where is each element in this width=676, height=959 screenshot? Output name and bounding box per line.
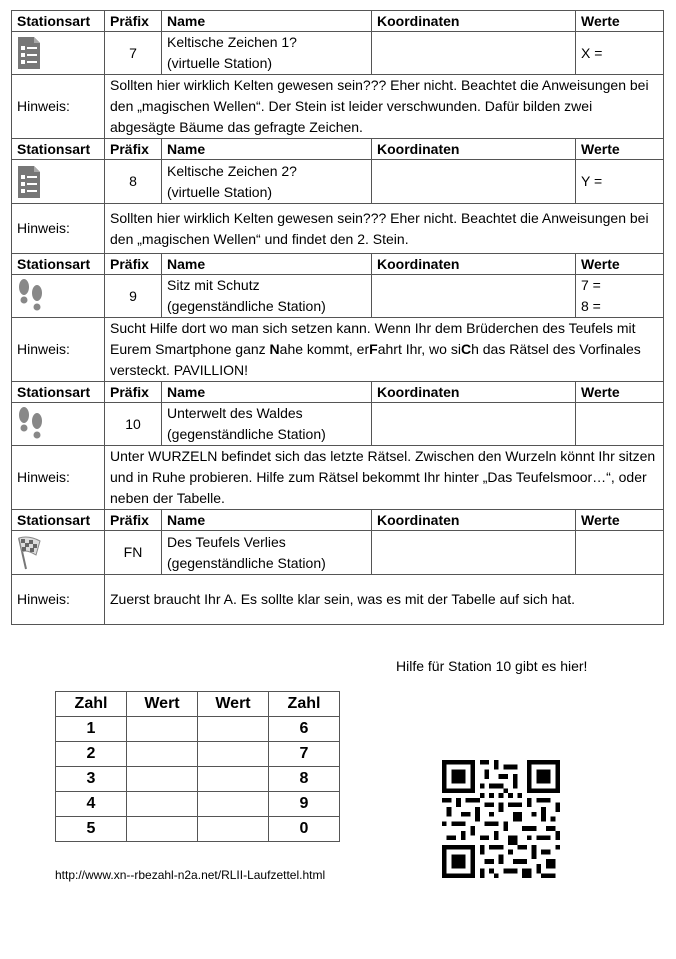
coordinates-cell[interactable] bbox=[372, 160, 576, 204]
col-header-stationsart: Stationsart bbox=[12, 139, 105, 160]
station-row bbox=[12, 160, 664, 204]
station-row bbox=[12, 531, 664, 575]
hint-text: Sollten hier wirklich Kelten gewesen sein??? Eher nicht. Beachtet die Anweisungen bei den „magischen Wellen“ und findet den 2. Stein. bbox=[105, 204, 664, 254]
col-header-werte: Werte bbox=[576, 382, 664, 403]
number-table bbox=[55, 691, 340, 842]
prefix-cell: FN bbox=[105, 531, 162, 575]
value-input-cell[interactable] bbox=[198, 742, 269, 767]
qr-code[interactable] bbox=[442, 760, 560, 878]
station-name-cell bbox=[162, 531, 372, 575]
number-table-row bbox=[56, 792, 340, 817]
station-name-cell bbox=[162, 403, 372, 446]
hint-text-part: h das Rätsel des Vorfinales versteckt. PAVILLION! bbox=[110, 341, 641, 378]
value-input-cell[interactable] bbox=[198, 792, 269, 817]
hint-text-part: Sucht Hilfe dort wo man sich setzen kann. Wenn Ihr dem Brüderchen des Teufels mit Eurem Smartphone ganz bbox=[110, 320, 636, 357]
col-header-werte: Werte bbox=[576, 11, 664, 32]
number-cell: 1 bbox=[56, 717, 127, 742]
prefix-cell: 7 bbox=[105, 32, 162, 75]
station-name: Unterwelt des Waldes bbox=[167, 405, 303, 421]
col-header-praefix: Präfix bbox=[105, 382, 162, 403]
header-row bbox=[12, 510, 664, 531]
value-input-cell[interactable] bbox=[198, 717, 269, 742]
number-table-header-cell: Wert bbox=[198, 692, 269, 717]
station-type-cell bbox=[12, 32, 105, 75]
value-line: 7 = bbox=[581, 277, 601, 293]
header-row bbox=[12, 11, 664, 32]
col-header-werte: Werte bbox=[576, 254, 664, 275]
col-header-praefix: Präfix bbox=[105, 11, 162, 32]
hint-text-part: ahe kommt, er bbox=[279, 341, 370, 357]
coordinates-cell[interactable] bbox=[372, 531, 576, 575]
number-cell: 8 bbox=[269, 767, 340, 792]
value-input-cell[interactable] bbox=[127, 717, 198, 742]
col-header-name: Name bbox=[162, 510, 372, 531]
header-row bbox=[12, 382, 664, 403]
values-cell[interactable] bbox=[576, 275, 664, 318]
prefix-cell: 8 bbox=[105, 160, 162, 204]
col-header-praefix: Präfix bbox=[105, 254, 162, 275]
col-header-koordinaten: Koordinaten bbox=[372, 510, 576, 531]
hint-row bbox=[12, 575, 664, 625]
col-header-koordinaten: Koordinaten bbox=[372, 254, 576, 275]
hint-text-part: ahrt Ihr, wo si bbox=[377, 341, 461, 357]
col-header-koordinaten: Koordinaten bbox=[372, 139, 576, 160]
number-table-header-cell: Wert bbox=[127, 692, 198, 717]
col-header-name: Name bbox=[162, 382, 372, 403]
col-header-praefix: Präfix bbox=[105, 510, 162, 531]
station-type-cell bbox=[12, 531, 105, 575]
hint-label: Hinweis: bbox=[12, 575, 105, 625]
number-table-header-cell: Zahl bbox=[56, 692, 127, 717]
value-input-cell[interactable] bbox=[127, 742, 198, 767]
value-line: X = bbox=[581, 44, 603, 61]
number-table-header-cell: Zahl bbox=[269, 692, 340, 717]
col-header-werte: Werte bbox=[576, 139, 664, 160]
station-row bbox=[12, 32, 664, 75]
station-type-label: (virtuelle Station) bbox=[167, 183, 273, 200]
hint-row bbox=[12, 446, 664, 510]
number-cell: 2 bbox=[56, 742, 127, 767]
station-type-label: (gegenständliche Station) bbox=[167, 298, 326, 314]
stations-table bbox=[11, 10, 664, 625]
value-input-cell[interactable] bbox=[127, 792, 198, 817]
station-name-cell bbox=[162, 275, 372, 318]
number-table-row bbox=[56, 742, 340, 767]
coordinates-cell[interactable] bbox=[372, 32, 576, 75]
number-table-row bbox=[56, 717, 340, 742]
hint-label: Hinweis: bbox=[12, 204, 105, 254]
station-name: Keltische Zeichen 2? bbox=[167, 162, 297, 179]
coordinates-cell[interactable] bbox=[372, 275, 576, 318]
value-input-cell[interactable] bbox=[127, 767, 198, 792]
hint-row bbox=[12, 204, 664, 254]
col-header-praefix: Präfix bbox=[105, 139, 162, 160]
hint-row bbox=[12, 75, 664, 139]
hint-label: Hinweis: bbox=[12, 75, 105, 139]
number-cell: 6 bbox=[269, 717, 340, 742]
values-cell[interactable] bbox=[576, 32, 664, 75]
station-name-cell bbox=[162, 32, 372, 75]
station-type-label: (gegenständliche Station) bbox=[167, 554, 326, 571]
number-cell: 0 bbox=[269, 817, 340, 842]
value-line: 8 = bbox=[581, 298, 601, 314]
hint-text: Unter WURZELN befindet sich das letzte Rätsel. Zwischen den Wurzeln könnt Ihr sitzen und in Ruhe probieren. Hilfe zum Rätsel bekommt Ihr hinter „Das Teufelsmoor…“, oder neben der Tabelle. bbox=[105, 446, 664, 510]
col-header-koordinaten: Koordinaten bbox=[372, 382, 576, 403]
number-cell: 5 bbox=[56, 817, 127, 842]
col-header-koordinaten: Koordinaten bbox=[372, 11, 576, 32]
col-header-name: Name bbox=[162, 11, 372, 32]
number-cell: 3 bbox=[56, 767, 127, 792]
hint-label: Hinweis: bbox=[12, 446, 105, 510]
col-header-stationsart: Stationsart bbox=[12, 254, 105, 275]
station-type-cell bbox=[12, 275, 105, 318]
station-type-label: (gegenständliche Station) bbox=[167, 426, 326, 442]
url-link[interactable]: http://www.xn--rbezahl-n2a.net/RLII-Laufzettel.html bbox=[55, 868, 326, 882]
value-input-cell[interactable] bbox=[127, 817, 198, 842]
col-header-stationsart: Stationsart bbox=[12, 510, 105, 531]
number-cell: 9 bbox=[269, 792, 340, 817]
number-table-header bbox=[56, 692, 340, 717]
help-text: Hilfe für Station 10 gibt es hier! bbox=[396, 658, 588, 674]
number-cell: 7 bbox=[269, 742, 340, 767]
checklist-icon bbox=[16, 164, 42, 200]
checklist-icon bbox=[16, 35, 42, 71]
station-type-cell bbox=[12, 403, 105, 446]
footprints-icon bbox=[16, 406, 46, 442]
value-input-cell[interactable] bbox=[198, 817, 269, 842]
number-table-row bbox=[56, 817, 340, 842]
col-header-stationsart: Stationsart bbox=[12, 11, 105, 32]
station-row bbox=[12, 275, 664, 318]
footprints-icon bbox=[16, 278, 46, 314]
checkered-flag-icon bbox=[16, 535, 44, 571]
number-table-row bbox=[56, 767, 340, 792]
value-input-cell[interactable] bbox=[198, 767, 269, 792]
prefix-cell: 9 bbox=[105, 275, 162, 318]
station-name-cell bbox=[162, 160, 372, 204]
hint-highlight-letter: F bbox=[369, 341, 378, 357]
col-header-name: Name bbox=[162, 139, 372, 160]
hint-text: Sollten hier wirklich Kelten gewesen sein??? Eher nicht. Beachtet die Anweisungen bei den „magischen Wellen“. Der Stein ist leider verschwunden. Dafür bilden zwei abgesägte Bäume das gefragte Zeichen. bbox=[105, 75, 664, 139]
hint-highlight-letter: N bbox=[269, 341, 280, 357]
station-name: Sitz mit Schutz bbox=[167, 277, 260, 293]
hint-highlight-letter: C bbox=[460, 341, 472, 357]
station-row bbox=[12, 403, 664, 446]
header-row bbox=[12, 139, 664, 160]
station-type-cell bbox=[12, 160, 105, 204]
header-row bbox=[12, 254, 664, 275]
hint-label: Hinweis: bbox=[12, 318, 105, 382]
value-line: Y = bbox=[581, 173, 603, 189]
station-type-label: (virtuelle Station) bbox=[167, 55, 273, 71]
station-name: Des Teufels Verlies bbox=[167, 533, 286, 550]
values-cell[interactable] bbox=[576, 403, 664, 446]
hint-row bbox=[12, 318, 664, 382]
station-name: Keltische Zeichen 1? bbox=[167, 34, 297, 50]
number-cell: 4 bbox=[56, 792, 127, 817]
col-header-werte: Werte bbox=[576, 510, 664, 531]
prefix-cell: 10 bbox=[105, 403, 162, 446]
col-header-stationsart: Stationsart bbox=[12, 382, 105, 403]
values-cell[interactable] bbox=[576, 531, 664, 575]
hint-text: Zuerst braucht Ihr A. Es sollte klar sein, was es mit der Tabelle auf sich hat. bbox=[105, 575, 664, 625]
values-cell[interactable] bbox=[576, 160, 664, 204]
coordinates-cell[interactable] bbox=[372, 403, 576, 446]
hint-text bbox=[105, 318, 664, 382]
col-header-name: Name bbox=[162, 254, 372, 275]
